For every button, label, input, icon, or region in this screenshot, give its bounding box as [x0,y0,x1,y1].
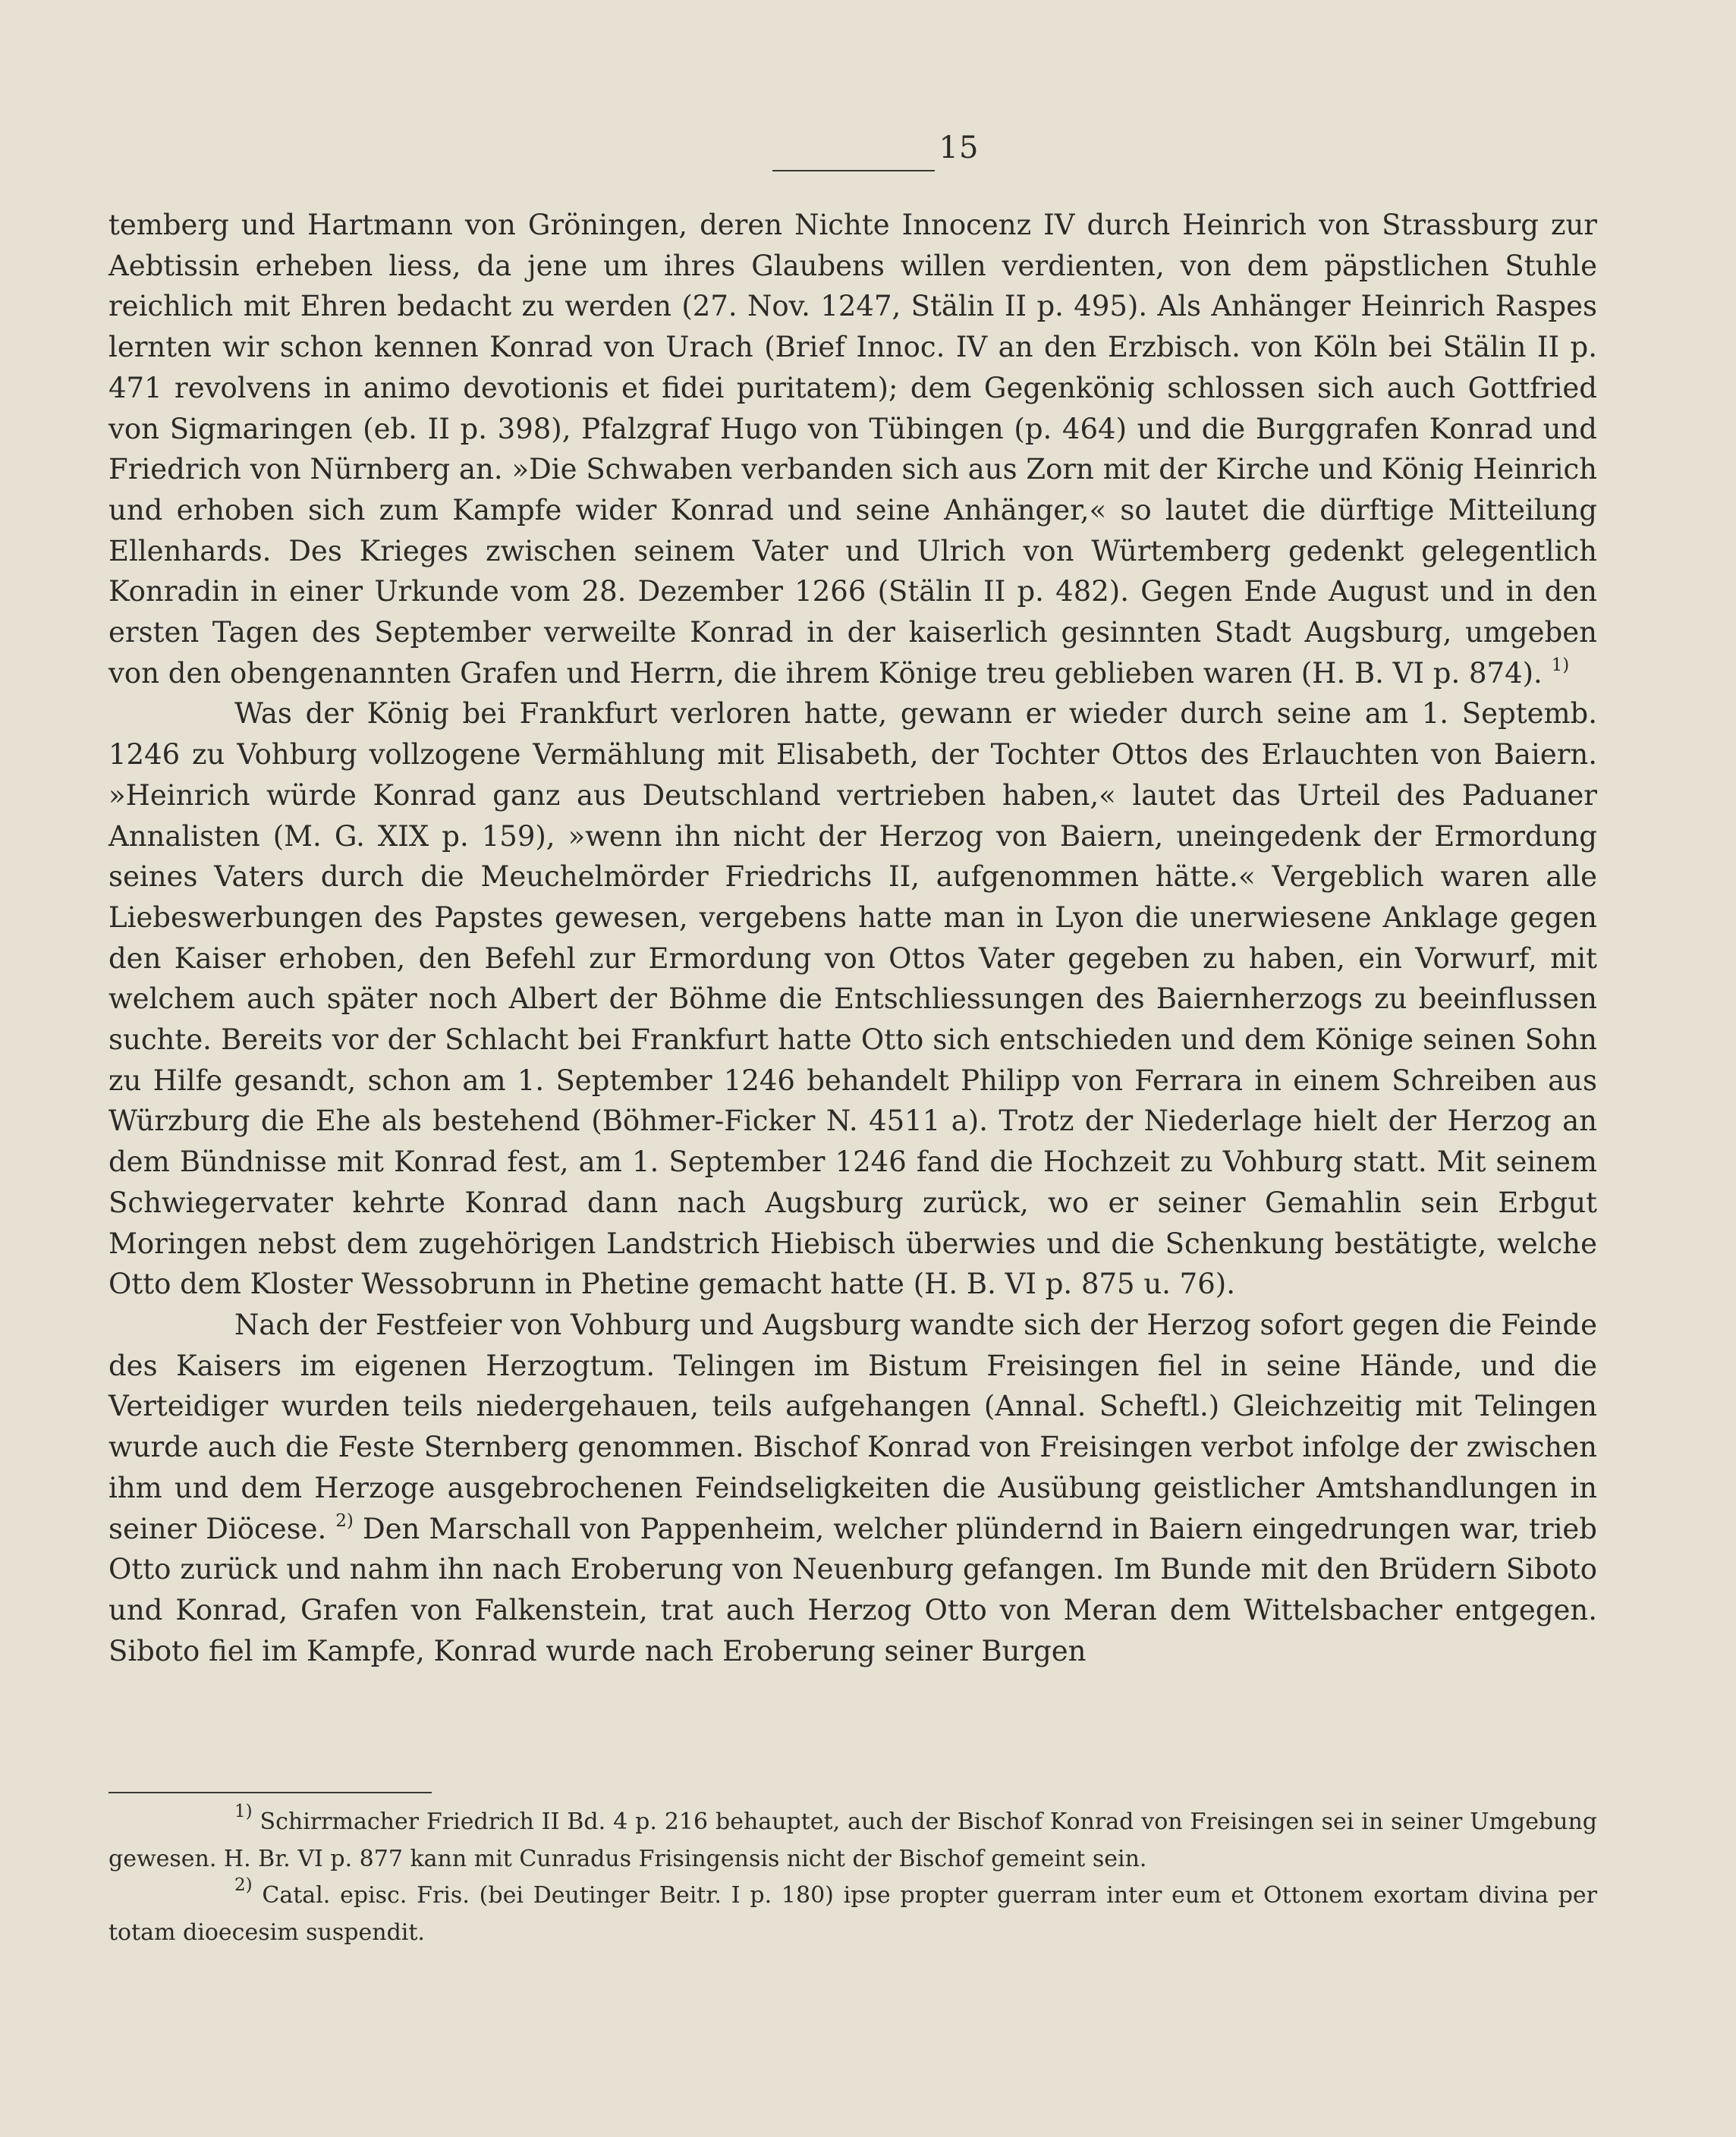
footnote-rule [108,1792,432,1793]
footnote-ref-2: 2) [335,1510,354,1531]
footnote-2-text: Catal. episc. Fris. (bei Deutinger Beitr. I p. 180) ipse propter guerram inter eum et Ottonem exortam divina per totam dioecesim suspendit. [108,1882,1597,1946]
paragraph-2: Was der König bei Frankfurt verloren hatte, gewann er wieder durch seine am 1. Septemb. 1246 zu Vohburg vollzogene Vermählung mit Elisabeth, der Tochter Ottos des Erlauchten von Baiern. »Heinrich würde Konrad ganz aus Deutschland vertrieben haben,« lautet das Urteil des Paduaner Annalisten (M. G. XIX p. 159), »wenn ihn nicht der Herzog von Baiern, uneingedenk der Ermordung seines Vaters durch die Meuchelmörder Friedrichs II, aufgenommen hätte.« Vergeblich waren alle Liebeswerbungen des Papstes gewesen, vergebens hatte man in Lyon die unerwiesene Anklage gegen den Kaiser erhoben, den Befehl zur Ermordung von Ottos Vater gegeben zu haben, ein Vorwurf, mit welchem auch später noch Albert der Böhme die Entschliessungen des Baiernherzogs zu beeinflussen suchte. Bereits vor der Schlacht bei Frankfurt hatte Otto sich entschieden und dem Könige seinen Sohn zu Hilfe gesandt, schon am 1. September 1246 behandelt Philipp von Ferrara in einem Schreiben aus Würzburg die Ehe als bestehend (Böhmer-Ficker N. 4511 a). Trotz der Niederlage hielt der Herzog an dem Bündnisse mit Konrad fest, am 1. September 1246 fand die Hochzeit zu Vohburg statt. Mit seinem Schwiegervater kehrte Konrad dann nach Augsburg zurück, wo er seiner Gemahlin sein Erbgut Moringen nebst dem zugehörigen Landstrich Hiebisch überwies und die Schenkung bestätigte, welche Otto dem Kloster Wessobrunn in Phetine gemacht hatte (H. B. VI p. 875 u. 76). [108,697,1597,1301]
footnote-2 [108,1875,1597,1951]
paragraph-3-text-b: Den Marschall von Pappenheim, welcher plündernd in Baiern eingedrungen war, trieb Otto zurück und nahm ihn nach Eroberung von Neuenburg gefangen. Im Bunde mit den Brüdern Siboto und Konrad, Grafen von Falkenstein, trat auch Herzog Otto von Meran dem Wittelsbacher entgegen. Siboto fiel im Kampfe, Konrad wurde nach Eroberung seiner Burgen [108,1512,1597,1667]
footnote-1-text: Schirrmacher Friedrich II Bd. 4 p. 216 behauptet, auch der Bischof Konrad von Freisingen sei in seiner Umgebung gewesen. H. Br. VI p. 877 kann mit Cunradus Frisingensis nicht der Bischof gemeint sein. [108,1809,1597,1872]
paragraph-3-text-a: Nach der Festfeier von Vohburg und Augsburg wandte sich der Herzog sofort gegen die Feinde des Kaisers im eigenen Herzogtum. Telingen im Bistum Freisingen fiel in seine Hände, und die Verteidiger wurden teils niedergehauen, teils aufgehangen (Annal. Scheftl.) Gleichzeitig mit Telingen wurde auch die Feste Sternberg genommen. Bischof Konrad von Freisingen verbot infolge der zwischen ihm und dem Herzoge ausgebrochenen Feindseligkeiten die Ausübung geistlicher Amtshandlungen in seiner Diöcese. [108,1308,1597,1545]
footnote-1 [108,1804,1597,1878]
body-text [108,205,1597,1671]
footnote-2-marker: 2) [234,1875,253,1895]
footnotes [108,1804,1597,1951]
paragraph-3 [108,1305,1597,1671]
footnote-1-marker: 1) [234,1802,253,1821]
paragraph-1 [108,205,1597,693]
page-number-rule [772,170,935,171]
footnote-ref-1: 1) [1551,655,1570,675]
page-number: 15 [939,130,980,165]
paragraph-1-text: temberg und Hartmann von Gröningen, deren Nichte Innocenz IV durch Heinrich von Strassburg zur Aebtissin erheben liess, da jene um ihres Glaubens willen verdienten, von dem päpstlichen Stuhle reichlich mit Ehren bedacht zu werden (27. Nov. 1247, Stälin II p. 495). Als Anhänger Heinrich Raspes lernten wir schon kennen Konrad von Urach (Brief Innoc. IV an den Erzbisch. von Köln bei Stälin II p. 471 revolvens in animo devotionis et fidei puritatem); dem Gegenkönig schlossen sich auch Gottfried von Sigmaringen (eb. II p. 398), Pfalzgraf Hugo von Tübingen (p. 464) und die Burggrafen Konrad und Friedrich von Nürnberg an. »Die Schwaben verbanden sich aus Zorn mit der Kirche und König Heinrich und erhoben sich zum Kampfe wider Konrad und seine Anhänger,« so lautet die dürftige Mitteilung Ellenhards. Des Krieges zwischen seinem Vater und Ulrich von Würtemberg gedenkt gelegentlich Konradin in einer Urkunde vom 28. Dezember 1266 (Stälin II p. 482). Gegen Ende August und in den ersten Tagen des September verweilte Konrad in der kaiserlich gesinnten Stadt Augsburg, umgeben von den obengenannten Grafen und Herrn, die ihrem Könige treu geblieben waren (H. B. VI p. 874). [108,209,1597,690]
